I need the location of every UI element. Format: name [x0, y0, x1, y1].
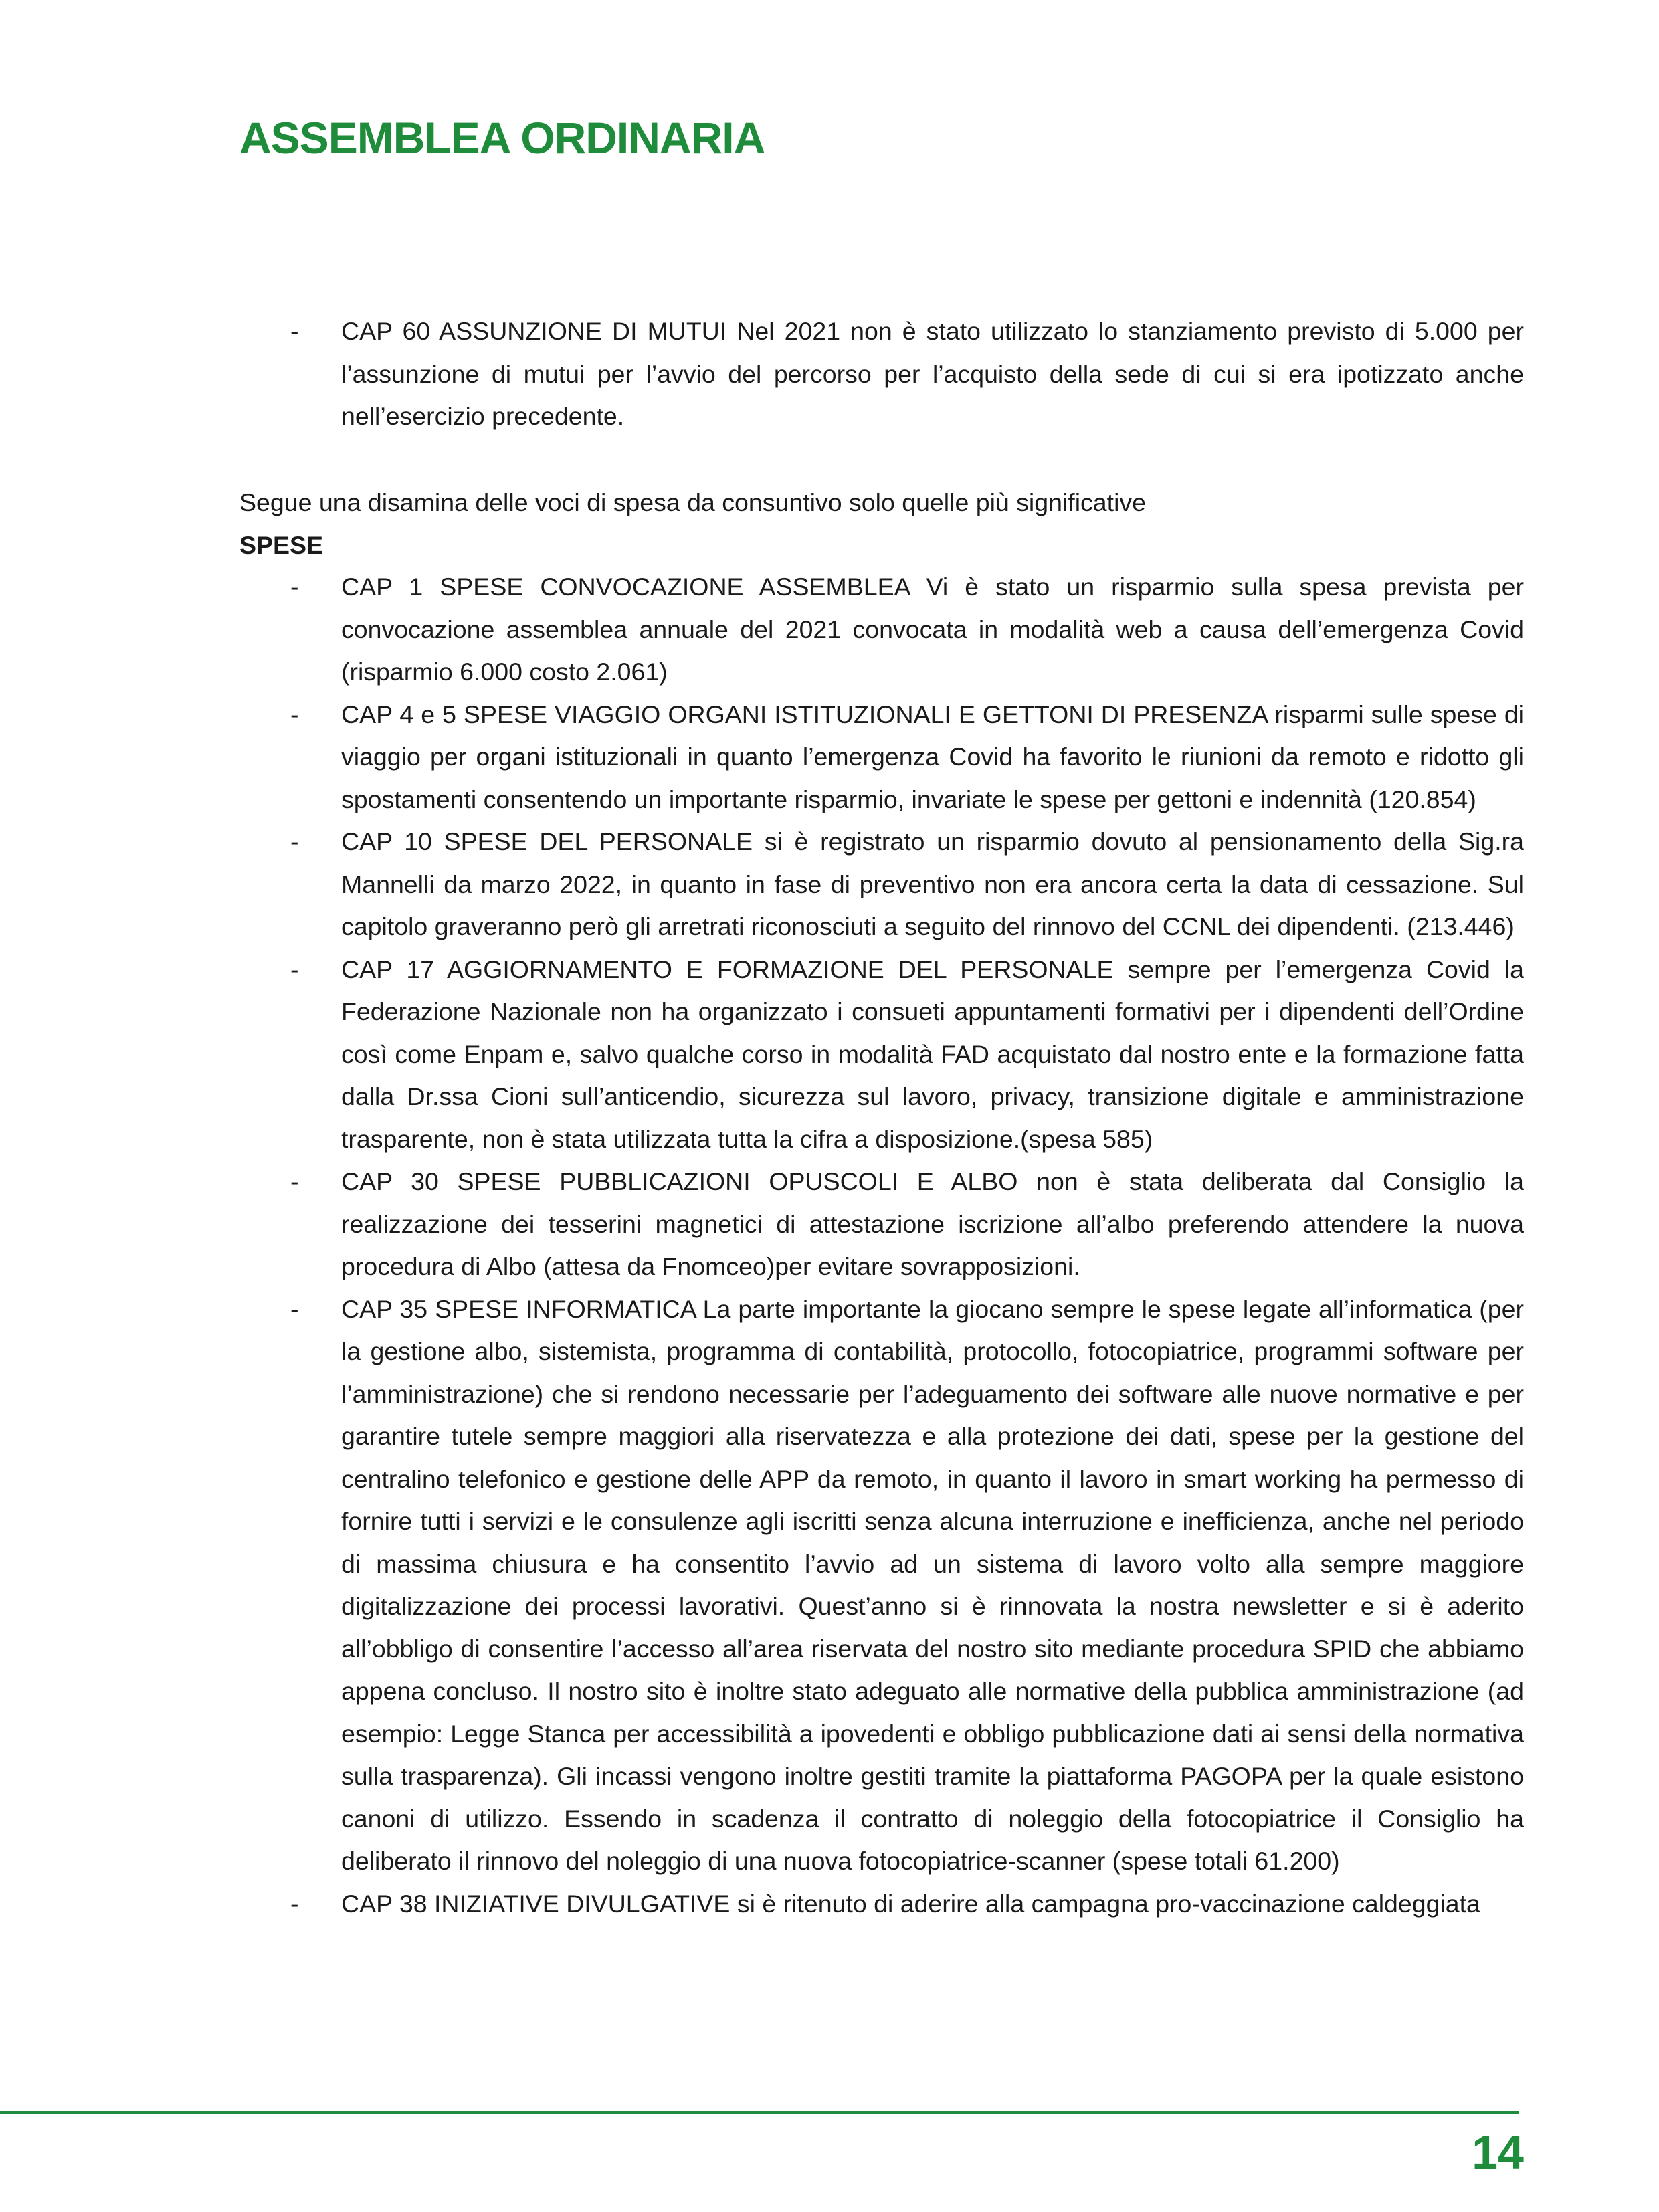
- list-item: [239, 566, 1524, 694]
- list-bullet: -: [290, 317, 299, 345]
- spese-list: [239, 566, 1524, 1925]
- list-bullet: -: [290, 700, 299, 728]
- list-item: [239, 694, 1524, 821]
- list-bullet: -: [290, 1889, 299, 1918]
- list-bullet: -: [290, 827, 299, 856]
- spese-list-block: [239, 566, 1524, 1925]
- list-item-text: CAP 10 SPESE DEL PERSONALE si è registrato un risparmio dovuto al pensionamento della Sig.ra Mannelli da marzo 2022, in quanto in fase di preventivo non era ancora certa la data di cessazione. Sul capitolo graveranno però gli arretrati riconosciuti a seguito del rinnovo del CCNL dei dipendenti. (213.446): [341, 827, 1524, 940]
- list-item: [239, 310, 1524, 438]
- list-bullet: -: [290, 1167, 299, 1195]
- list-item-text: CAP 1 SPESE CONVOCAZIONE ASSEMBLEA Vi è stato un risparmio sulla spesa prevista per convocazione assemblea annuale del 2021 convocata in modalità web a causa dell’emergenza Covid (risparmio 6.000 costo 2.061): [341, 573, 1524, 686]
- section-heading: SPESE: [239, 531, 324, 559]
- list-bullet: -: [290, 1294, 299, 1323]
- list-item: [239, 1288, 1524, 1883]
- list-item: [239, 948, 1524, 1161]
- list-item: [239, 821, 1524, 948]
- list-item-text: CAP 60 ASSUNZIONE DI MUTUI Nel 2021 non è stato utilizzato lo stanziamento previsto di 5.000 per l’assunzione di mutui per l’avvio del percorso per l’acquisto della sede di cui si era ipotizzato anche nell’esercizio precedente.: [341, 317, 1524, 430]
- list-item-text: CAP 38 INIZIATIVE DIVULGATIVE si è ritenuto di aderire alla campagna pro-vaccinazione caldeggiata: [341, 1889, 1480, 1918]
- top-list: [239, 310, 1524, 438]
- list-item-text: CAP 35 SPESE INFORMATICA La parte importante la giocano sempre le spese legate all’informatica (per la gestione albo, sistemista, programma di contabilità, protocollo, fotocopiatrice, programmi software per l’amministrazione) che si rendono necessarie per l’adeguamento dei software alle nuove normative e per garantire tutele sempre maggiori alla riservatezza e alla protezione dei dati, spese per la gestione del centralino telefonico e gestione delle APP da remoto, in quanto il lavoro in smart working ha permesso di fornire tutti i servizi e le consulenze agli iscritti senza alcuna interruzione e inefficienza, anche nel periodo di massima chiusura e ha consentito l’avvio ad un sistema di lavoro volto alla sempre maggiore digitalizzazione dei processi lavorativi. Quest’anno si è rinnovata la nostra newsletter e si è aderito all’obbligo di consentire l’accesso all’area riservata del nostro sito mediante procedura SPID che abbiamo appena concluso. Il nostro sito è inoltre stato adeguato alle normative della pubblica amministrazione (ad esempio: Legge Stanca per accessibilità a ipovedenti e obbligo pubblicazione dati ai sensi della normativa sulla trasparenza). Gli incassi vengono inoltre gestiti tramite la piattaforma PAGOPA per la quale esistono canoni di utilizzo. Essendo in scadenza il contratto di noleggio della fotocopiatrice il Consiglio ha deliberato il rinnovo del noleggio di una nuova fotocopiatrice-scanner (spese totali 61.200): [341, 1294, 1524, 1875]
- page-title: ASSEMBLEA ORDINARIA: [239, 113, 765, 163]
- footer-divider: [0, 2111, 1519, 2114]
- list-item: [239, 1883, 1524, 1926]
- list-item-text: CAP 4 e 5 SPESE VIAGGIO ORGANI ISTITUZIONALI E GETTONI DI PRESENZA risparmi sulle spese di viaggio per organi istituzionali in quanto l’emergenza Covid ha favorito le riunioni da remoto e ridotto gli spostamenti consentendo un importante risparmio, invariate le spese per gettoni e indennità (120.854): [341, 700, 1524, 813]
- list-bullet: -: [290, 954, 299, 983]
- page-number: 14: [1472, 2126, 1524, 2179]
- intro-paragraph: Segue una disamina delle voci di spesa da consuntivo solo quelle più significative: [239, 488, 1147, 516]
- list-item-text: CAP 17 AGGIORNAMENTO E FORMAZIONE DEL PERSONALE sempre per l’emergenza Covid la Federazione Nazionale non ha organizzato i consueti appuntamenti formativi per i dipendenti dell’Ordine così come Enpam e, salvo qualche corso in modalità FAD acquistato dal nostro ente e la formazione fatta dalla Dr.ssa Cioni sull’anticendio, sicurezza sul lavoro, privacy, transizione digitale e amministrazione trasparente, non è stata utilizzata tutta la cifra a disposizione.(spesa 585): [341, 954, 1524, 1153]
- list-item: [239, 1161, 1524, 1288]
- top-list-block: [239, 310, 1524, 438]
- list-bullet: -: [290, 573, 299, 601]
- list-item-text: CAP 30 SPESE PUBBLICAZIONI OPUSCOLI E ALBO non è stata deliberata dal Consiglio la realizzazione dei tesserini magnetici di attestazione iscrizione all’albo preferendo attendere la nuova procedura di Albo (attesa da Fnomceo)per evitare sovrapposizioni.: [341, 1167, 1524, 1280]
